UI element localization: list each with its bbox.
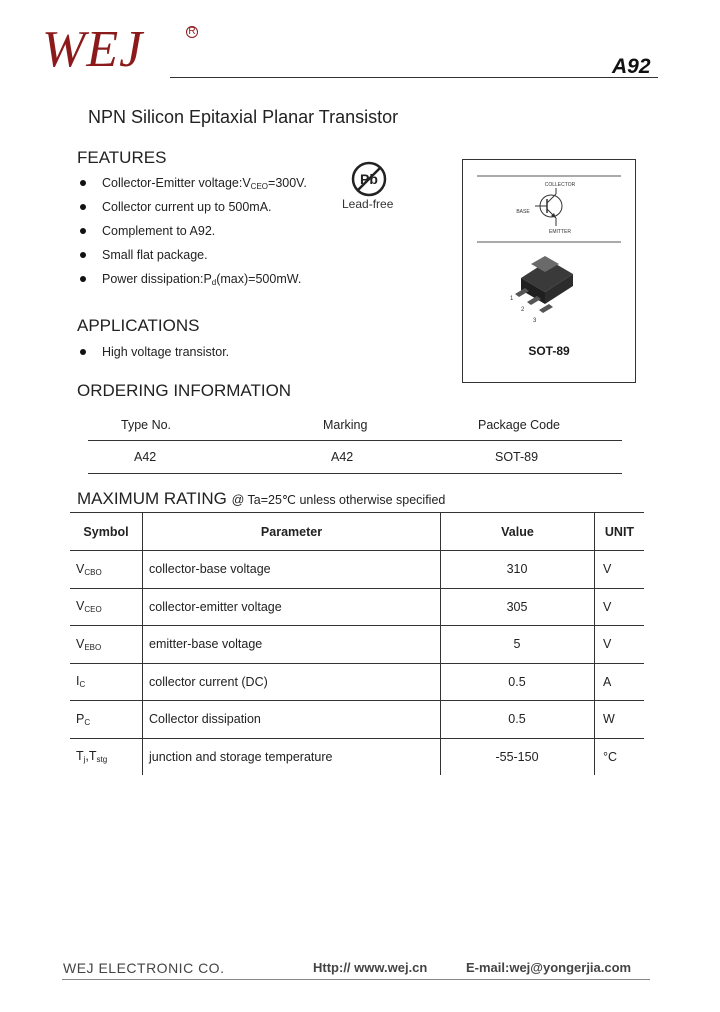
ordering-title: ORDERING INFORMATION	[77, 381, 292, 400]
rating-header-unit: UNIT	[595, 513, 645, 551]
table-row	[70, 626, 644, 664]
parameter-cell: Collector dissipation	[143, 701, 441, 739]
parameter-cell: emitter-base voltage	[143, 626, 441, 664]
value-cell: 310	[441, 551, 595, 589]
features-list	[78, 171, 307, 291]
symbol-cell: $V_{EBO}$	[70, 626, 143, 664]
ordering-header-package: Package Code	[477, 410, 622, 441]
rating-header-row	[70, 513, 644, 551]
feature-item: Complement to A92.	[78, 219, 307, 243]
applications-title: APPLICATIONS	[77, 316, 200, 335]
symbol-cell: $P_C$	[70, 701, 143, 739]
application-item: High voltage transistor.	[78, 340, 229, 364]
ordering-header-row	[88, 410, 622, 441]
parameter-cell: junction and storage temperature	[143, 738, 441, 775]
transistor-symbol-icon	[535, 188, 562, 226]
parameter-cell: collector-emitter voltage	[143, 588, 441, 626]
ordering-marking-cell: A42	[322, 441, 477, 474]
unit-cell: A	[595, 663, 645, 701]
pin-collector-label: COLLECTOR	[544, 182, 576, 188]
unit-cell: V	[595, 626, 645, 664]
symbol-cell: $V_{CEO}$	[70, 588, 143, 626]
table-row	[70, 738, 644, 775]
ordering-package-cell: SOT-89	[477, 441, 622, 474]
symbol-cell: $T_j,T_{stg}$	[70, 738, 143, 775]
feature-item: Small flat package.	[78, 243, 307, 267]
page-title: NPN Silicon Epitaxial Planar Transistor	[88, 107, 399, 127]
max-rating-title	[77, 489, 445, 509]
applications-list	[78, 340, 229, 364]
ordering-header-type: Type No.	[88, 410, 322, 441]
footer-rule	[62, 979, 650, 980]
value-cell: 305	[441, 588, 595, 626]
feature-item: Power $dissipation:P_d(\max)=500mW$.	[78, 267, 307, 291]
parameter-cell: collector-base voltage	[143, 551, 441, 589]
rating-header-parameter: Parameter	[143, 513, 441, 551]
unit-cell: V	[595, 588, 645, 626]
unit-cell: W	[595, 701, 645, 739]
package-label: SOT-89	[528, 344, 570, 358]
brand-logo: WEJ	[42, 21, 144, 78]
package-diagram	[463, 160, 635, 340]
table-row	[70, 663, 644, 701]
sot89-package-icon	[515, 256, 573, 313]
value-cell: 0.5	[441, 701, 595, 739]
symbol-cell: $I_C$	[70, 663, 143, 701]
symbol-cell: $V_{CBO}$	[70, 551, 143, 589]
parameter-cell: collector current (DC)	[143, 663, 441, 701]
max-rating-table	[70, 512, 644, 775]
rating-header-value: Value	[441, 513, 595, 551]
rating-header-symbol: Symbol	[70, 513, 143, 551]
table-row	[88, 441, 622, 474]
pin-base-label: BASE	[516, 209, 530, 215]
ordering-type-cell: A42	[88, 441, 322, 474]
lead-free-label: Lead-free	[342, 197, 394, 211]
features-title: FEATURES	[77, 148, 167, 167]
pin-emitter-label: EMITTER	[549, 229, 571, 235]
header-rule	[170, 77, 658, 78]
pin-1-label: 1	[510, 296, 514, 302]
part-number: A92	[612, 55, 651, 78]
feature-item: Collector current up to 500mA.	[78, 195, 307, 219]
lead-free-icon	[350, 160, 388, 198]
feature-item: Collector-Emitter $voltage:V_{CEO}=300V$.	[78, 171, 307, 195]
footer-email-link[interactable]: E-mail:wej@yongerjia.com	[466, 960, 632, 975]
registered-mark: R	[186, 26, 198, 38]
unit-cell: V	[595, 551, 645, 589]
footer-company: WEJ ELECTRONIC CO.	[63, 960, 225, 976]
lead-free-symbol: Pb	[360, 171, 378, 187]
pin-3-label: 3	[533, 318, 537, 324]
footer-website-link[interactable]: Http:// www.wej.cn	[313, 960, 428, 975]
value-cell: -55-150	[441, 738, 595, 775]
max-rating-condition: @ Ta=25℃ unless otherwise specified	[231, 493, 446, 507]
value-cell: 5	[441, 626, 595, 664]
ordering-header-marking: Marking	[322, 410, 477, 441]
max-rating-heading: MAXIMUM RATING	[77, 489, 227, 508]
table-row	[70, 588, 644, 626]
value-cell: 0.5	[441, 663, 595, 701]
ordering-table	[88, 410, 622, 474]
pin-2-label: 2	[521, 307, 525, 313]
table-row	[70, 551, 644, 589]
unit-cell: °C	[595, 738, 645, 775]
table-row	[70, 701, 644, 739]
